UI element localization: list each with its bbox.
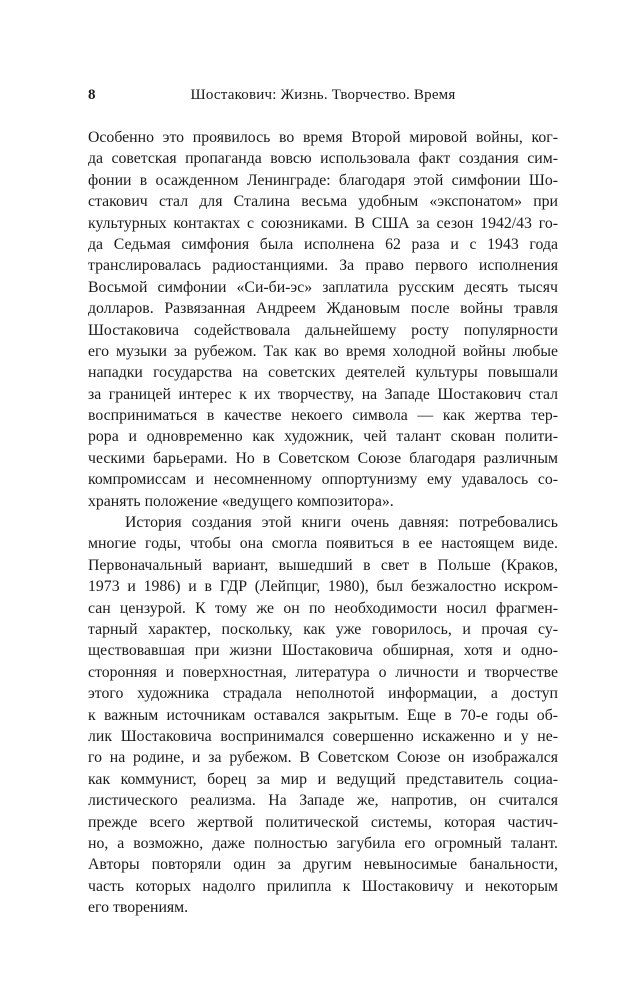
page-body [88, 127, 558, 918]
running-title: Шостакович: Жизнь. Творчество. Время [190, 87, 456, 103]
text-line: часть которых надолго прилипла к Шостаковичу и некоторым [88, 877, 558, 895]
page-number: 8 [88, 87, 96, 103]
text-line: листического реализма. На Западе же, напротив, он считался [88, 792, 558, 810]
text-line: да советская пропаганда вовсю использовала факт создания сим- [88, 150, 558, 168]
text-line: к важным источникам оставался закрытым. Еще в 70-е годы об- [88, 706, 558, 724]
paragraph-2 [88, 512, 558, 918]
text-line: транслировалась радиостанциями. За право первого исполнения [88, 257, 558, 275]
text-line: стакович стал для Сталина весьма удобным «экспонатом» при [88, 193, 558, 211]
text-line: фонии в осажденном Ленинграде: благодаря этой симфонии Шо- [88, 171, 558, 189]
text-line: нападки государства на советских деятелей культуры повышали [88, 364, 558, 382]
text-line: культурных контактах с союзниками. В США за сезон 1942/43 го- [88, 214, 558, 232]
text-line: История создания этой книги очень давняя: потребовались [125, 514, 558, 532]
text-line: восприниматься в качестве некоего символа — как жертва тер- [88, 407, 558, 425]
text-line: Особенно это проявилось во время Второй мировой войны, ког- [88, 129, 558, 146]
text-line: многие годы, чтобы она смогла появиться в ее настоящем виде. [88, 535, 558, 553]
text-line: 1973 и 1986) и в ГДР (Лейпциг, 1980), был безжалостно искром- [88, 578, 558, 596]
text-line: тарный характер, поскольку, как уже говорилось, и прочая су- [88, 620, 558, 638]
text-line: Восьмой симфонии «Си-би-эс» заплатила русским десять тысяч [88, 278, 558, 296]
text-line: го на родине, и за рубежом. В Советском Союзе он изображался [88, 749, 558, 767]
text-line: прежде всего жертвой политической системы, которая частич- [88, 813, 558, 831]
text-line: Шостаковича содействовала дальнейшему росту популярности [88, 321, 558, 339]
text-line: но, а возможно, даже полностью загубила его огромный талант. [88, 834, 558, 852]
text-line: лик Шостаковича воспринимался совершенно искаженно и у не- [88, 727, 558, 745]
text-line: рора и одновременно как художник, чей талант скован полити- [88, 428, 558, 446]
text-line: за границей интерес к их творчеству, на Западе Шостакович стал [88, 385, 558, 403]
text-line: его музыки за рубежом. Так как во время холодной войны любые [88, 342, 558, 360]
text-line: Первоначальный вариант, вышедший в свет в Польше (Краков, [88, 556, 558, 574]
text-line: долларов. Развязанная Андреем Ждановым после войны травля [88, 300, 558, 318]
text-line: как коммунист, борец за мир и ведущий представитель социа- [88, 770, 558, 788]
text-line: этого художника страдала неполнотой информации, а доступ [88, 685, 558, 703]
paragraph-1 [88, 127, 558, 512]
text-line: да Седьмая симфония была исполнена 62 раза и с 1943 года [88, 235, 558, 253]
text-line: ществовавшая при жизни Шостаковича обширная, хотя и одно- [88, 642, 558, 660]
text-line: его творениям. [88, 899, 189, 917]
text-line: сан цензурой. К тому же он по необходимости носил фрагмен- [88, 599, 558, 617]
text-column [88, 85, 558, 918]
text-line: хранять положение «ведущего композитора». [88, 492, 394, 510]
page-header [88, 85, 558, 105]
text-line: сторонняя и поверхностная, литература о личности и творчестве [88, 663, 558, 681]
text-line: Авторы повторяли один за другим невыносимые банальности, [88, 856, 558, 874]
text-line: компромиссам и несомненному оппортунизму ему удавалось со- [88, 471, 558, 489]
text-line: ческими барьерами. Но в Советском Союзе благодаря различным [88, 449, 558, 467]
